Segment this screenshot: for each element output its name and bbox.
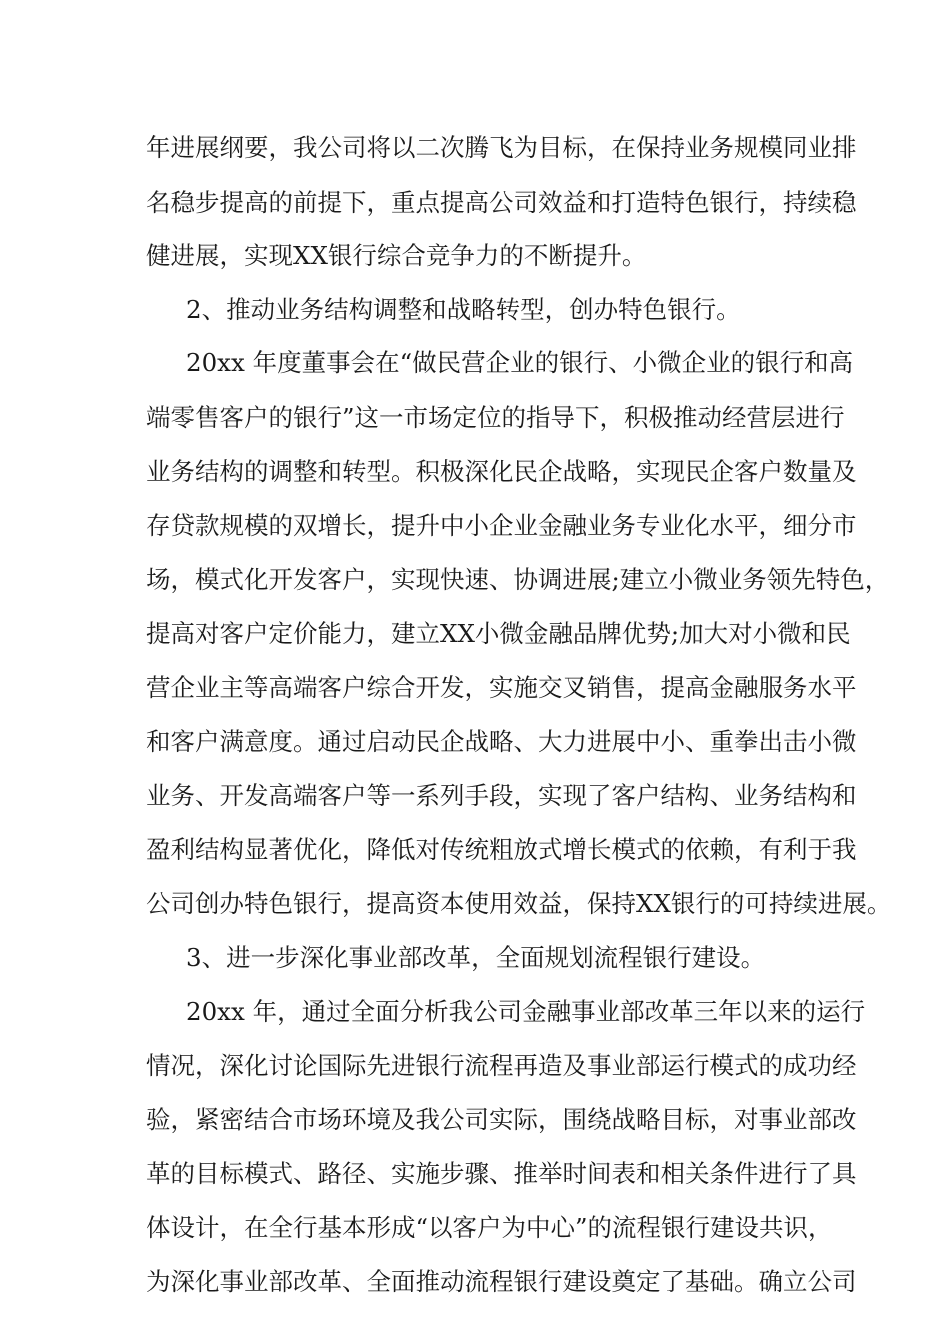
text-line: 20xx 年度董事会在“做民营企业的银行、小微企业的银行和高 [186, 348, 854, 377]
text-line: 场，模式化开发客户，实现快速、协调进展;建立小微业务领先特色， [146, 565, 890, 594]
text-line: 为深化事业部改革、全面推动流程银行建设奠定了基础。确立公司 [146, 1267, 857, 1296]
text-line: 情况，深化讨论国际先进银行流程再造及事业部运行模式的成功经 [146, 1051, 857, 1080]
text-line: 业务、开发高端客户等一系列手段，实现了客户结构、业务结构和 [146, 781, 857, 810]
text-line: 公司创办特色银行，提高资本使用效益，保持XX银行的可持续进展。 [146, 889, 892, 918]
text-line: 和客户满意度。通过启动民企战略、大力进展中小、重拳出击小微 [146, 727, 857, 756]
text-line: 端零售客户的银行”这一市场定位的指导下，积极推动经营层进行 [146, 403, 845, 432]
text-line: 名稳步提高的前提下，重点提高公司效益和打造特色银行，持续稳 [146, 188, 857, 217]
text-line: 营企业主等高端客户综合开发，实施交叉销售，提高金融服务水平 [146, 673, 857, 702]
text-line: 年进展纲要，我公司将以二次腾飞为目标，在保持业务规模同业排 [146, 133, 857, 162]
text-line: 盈利结构显著优化，降低对传统粗放式增长模式的依赖，有利于我 [146, 835, 857, 864]
text-line: 健进展，实现XX银行综合竞争力的不断提升。 [146, 241, 647, 270]
section-heading: 3、进一步深化事业部改革，全面规划流程银行建设。 [186, 943, 766, 972]
text-line: 验，紧密结合市场环境及我公司实际，围绕战略目标，对事业部改 [146, 1105, 857, 1134]
text-line: 业务结构的调整和转型。积极深化民企战略，实现民企客户数量及 [146, 457, 857, 486]
text-line: 提高对客户定价能力，建立XX小微金融品牌优势;加大对小微和民 [146, 619, 851, 648]
section-heading: 2、推动业务结构调整和战略转型，创办特色银行。 [186, 295, 741, 324]
text-line: 体设计，在全行基本形成“以客户为中心”的流程银行建设共识， [146, 1213, 833, 1242]
text-line: 革的目标模式、路径、实施步骤、推举时间表和相关条件进行了具 [146, 1159, 857, 1188]
text-line: 存贷款规模的双增长，提升中小企业金融业务专业化水平，细分市 [146, 511, 857, 540]
text-line: 20xx 年，通过全面分析我公司金融事业部改革三年以来的运行 [186, 997, 866, 1026]
